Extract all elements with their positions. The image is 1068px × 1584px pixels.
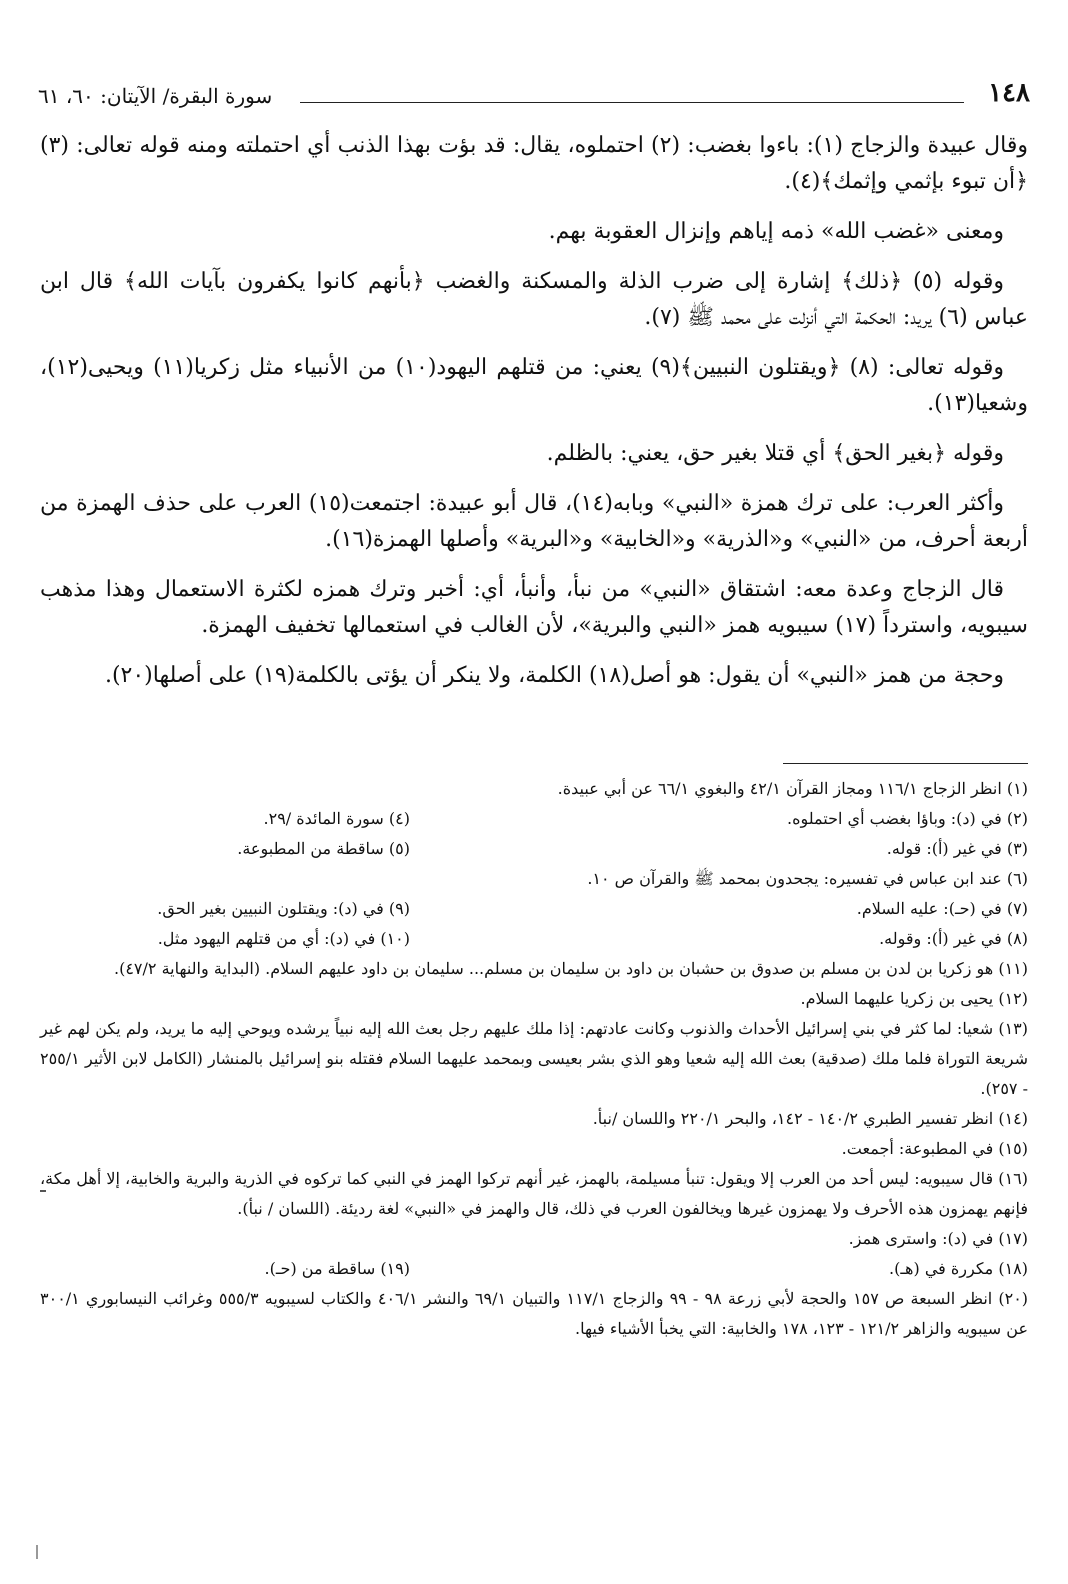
- paragraph: ومعنى «غضب الله» ذمه إياهم وإنزال العقوبة بهم.: [548, 219, 1004, 244]
- footnote: (٣) في غير (أ): قوله.: [886, 839, 1028, 858]
- footnote: (٤) سورة المائدة /٢٩.: [263, 809, 410, 828]
- page-header: [38, 78, 1030, 110]
- footnote: (٩) في (د): ويقتلون النبيين بغير الحق.: [157, 899, 410, 918]
- footnote: (٢٠) انظر السبعة ص ١٥٧ والحجة لأبي زرعة ٩٨ - ٩٩ والزجاج ١١٧/١ والتبيان ٦٩/١ والنشر ٤٠٦/١ والكتاب لسيبويه ٥٥٥/٣ وغرائب النيسابوري ٣٠٠/١ عن سيبويه والزاهر ١٢١/٢ - ١٢٣، ١٧٨ والخابية: التي يخبأ الأشياء فيها.: [40, 1289, 1029, 1338]
- margin-mark: [40, 1190, 46, 1192]
- footnote: (١) انظر الزجاج ١١٦/١ ومجاز القرآن ٤٢/١ والبغوي ٦٦/١ عن أبي عبيدة.: [557, 779, 1028, 798]
- main-text: [40, 128, 1028, 708]
- footnote: (٦) عند ابن عباس في تفسيره: يجحدون بمحمد ﷺ والقرآن ص ١٠.: [587, 869, 1028, 888]
- paragraph: وأكثر العرب: على ترك همزة «النبي» وبابه(١٤)، قال أبو عبيدة: اجتمعت(١٥) العرب على حذف الهمزة من أربعة أحرف، من «النبي» و«الذرية» و«الخابية» و«البرية» وأصلها الهمزة(١٦).: [40, 491, 1028, 552]
- scan-mark: [36, 1545, 38, 1559]
- paragraph: وقوله ﴿بغير الحق﴾ أي قتلا بغير حق، يعني: بالظلم.: [546, 441, 1004, 466]
- footnote: (٧) في (حـ): عليه السلام.: [856, 899, 1028, 918]
- page-number: ١٤٨: [988, 78, 1030, 108]
- footnote: (١٤) انظر تفسير الطبري ١٤٠/٢ - ١٤٢، والبحر ٢٢٠/١ واللسان /نبأ.: [592, 1109, 1028, 1128]
- footnote: (١٧) في (د): واسترى همز.: [848, 1229, 1028, 1248]
- footnote-row: [40, 1254, 1028, 1284]
- footnote: (١٥) في المطبوعة: أجمعت.: [841, 1139, 1028, 1158]
- footnote-row: [40, 924, 1028, 954]
- paragraph: وقال عبيدة والزجاج (١): باءوا بغضب: (٢) احتملوه، يقال: قد بؤت بهذا الذنب أي احتملته ومنه قوله تعالى: (٣) ﴿أن تبوء بإثمي وإثمك﴾(٤).: [40, 133, 1029, 194]
- footnote-separator: [783, 763, 1028, 764]
- running-title: سورة البقرة/ الآيتان: ٦٠، ٦١: [38, 84, 273, 108]
- footnote: (١٣) شعيا: لما كثر في بني إسرائيل الأحداث والذنوب وكانت عادتهم: إذا ملك عليهم رجل بعث الله إليه نبياً يرشده ويوحي إليه ما يريد، ولم يكن لهم غير شريعة التوراة فلما ملك (صدقية) بعث الله إليه شعيا وهو الذي بشر بعيسى وبمحمد عليهما السلام فقتله بنو إسرائيل بالمنشار (الكامل لابن الأثير ٢٥٥/١ - ٢٥٧).: [40, 1019, 1028, 1098]
- footnote: (١٩) ساقطة من (حـ).: [264, 1259, 410, 1278]
- footnote-row: [40, 864, 1028, 894]
- footnote-row: [40, 834, 1028, 864]
- footnote: (١٨) مكررة في (هـ).: [889, 1259, 1028, 1278]
- footnote: (٨) في غير (أ): وقوله.: [879, 929, 1028, 948]
- footnote: (١١) هو زكريا بن لدن بن مسلم بن صدوق بن حشبان بن داود بن سليمان بن مسلم... سليمان بن داود عليهم السلام. (البداية والنهاية ٤٧/٢).: [113, 959, 1028, 978]
- paragraph: وقوله (٥) ﴿ذلك﴾ إشارة إلى ضرب الذلة والمسكنة والغضب ﴿بأنهم كانوا يكفرون بآيات الله﴾ قال ابن عباس (٦) يريد: الحكمة التي أنزلت على محمد ﷺ (٧).: [40, 269, 1028, 330]
- footnote: (١٠) في (د): أي من قتلهم اليهود مثل.: [157, 929, 410, 948]
- paragraph: وحجة من همز «النبي» أن يقول: هو أصل(١٨) الكلمة، ولا ينكر أن يؤتى بالكلمة(١٩) على أصلها(٢٠).: [104, 663, 1004, 688]
- header-rule: [300, 102, 964, 103]
- footnote-row: [40, 894, 1028, 924]
- footnote: (١٢) يحيى بن زكريا عليهما السلام.: [800, 989, 1028, 1008]
- footnote: (٢) في (د): وباؤا بغضب أي احتملوه.: [787, 809, 1028, 828]
- footnotes: [40, 774, 1028, 1344]
- footnote-row: [40, 774, 1028, 804]
- footnote: (٥) ساقطة من المطبوعة.: [237, 839, 410, 858]
- paragraph: وقوله تعالى: (٨) ﴿ويقتلون النبيين﴾(٩) يعني: من قتلهم اليهود(١٠) من الأنبياء مثل زكريا(١١) ويحيى(١٢)، وشعيا(١٣).: [40, 355, 1028, 416]
- footnote: (١٦) قال سيبويه: ليس أحد من العرب إلا ويقول: تنبأ مسيلمة، بالهمز، غير أنهم تركوا الهمز في النبي كما تركوه في الذرية والبرية والخابية، إلا أهل مكة، فإنهم يهمزون هذه الأحرف ولا يهمزون غيرها ويخالفون العرب في ذلك، قال والهمز في «النبي» لغة رديئة. (اللسان / نبأ).: [40, 1169, 1028, 1218]
- paragraph: قال الزجاج وعدة معه: اشتقاق «النبي» من نبأ، وأنبأ، أي: أخبر وترك همزه لكثرة الاستعمال وهذا مذهب سيبويه، واسترداً (١٧) سيبويه همز «النبي والبرية»، لأن الغالب في استعمالها تخفيف الهمزة.: [40, 577, 1028, 638]
- footnote-row: [40, 804, 1028, 834]
